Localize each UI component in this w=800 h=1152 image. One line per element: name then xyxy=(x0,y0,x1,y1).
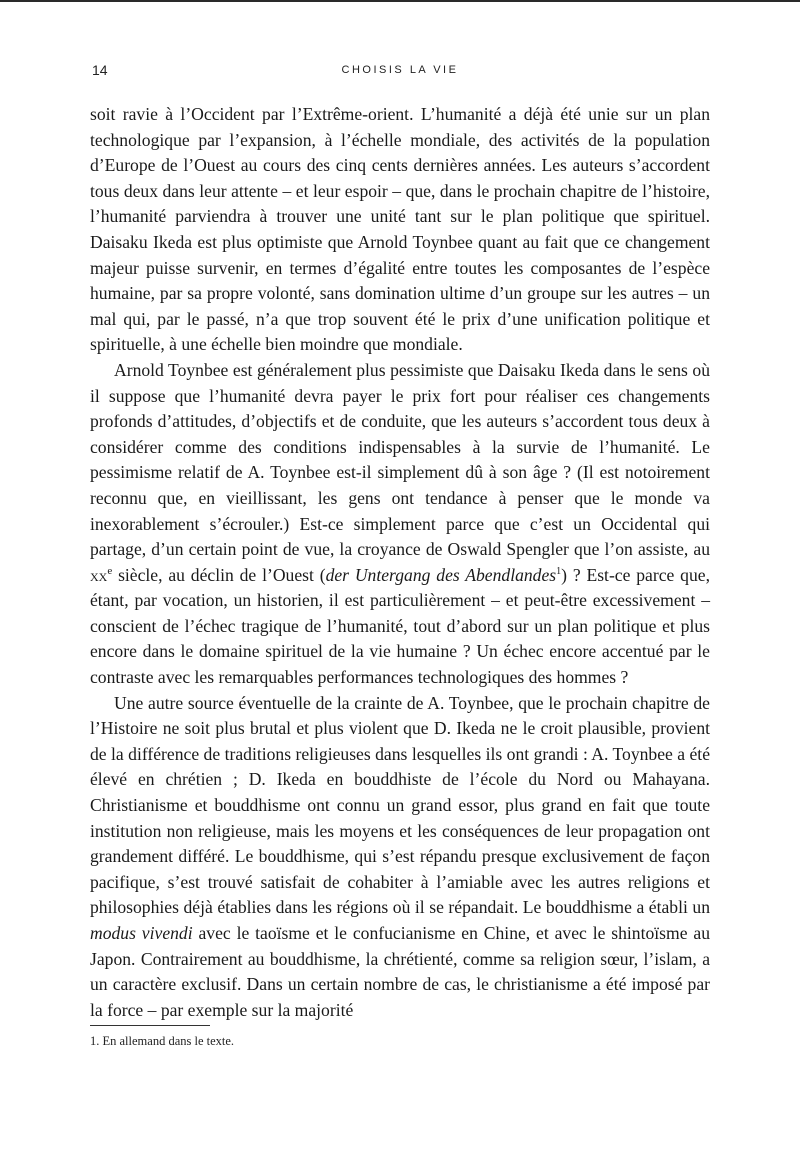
footnote-text: En allemand dans le texte. xyxy=(102,1034,235,1048)
italic-modus-vivendi: modus vivendi xyxy=(90,923,193,943)
paragraph-2-text-a: Arnold Toynbee est généralement plus pessimiste que Daisaku Ikeda dans le sens où il suppose que l’humanité devra payer le prix fort pour réaliser ces changements profonds d’attitudes, d’objectifs et de conduite, que les auteurs s’accordent tous deux à considérer comme des conditions indispensables à la survie de l’humanité. Le pessimisme relatif de A. Toynbee est-il simplement dû à son âge ? (Il est notoirement reconnu que, en vieillissant, les gens ont tendance à penser que le monde va inexorablement s’écrouler.) Est-ce simplement parce que c’est un Occidental qui partage, d’un certain point de vue, la croyance de Oswald Spengler que l’on assiste, au xyxy=(90,359,710,560)
century-superscript: e xyxy=(107,564,113,577)
top-border-rule xyxy=(0,0,800,2)
footnote xyxy=(90,1033,710,1049)
page-header xyxy=(92,62,708,82)
footnote-number: 1. xyxy=(90,1034,100,1048)
paragraph-3-text-b: avec le taoïsme et le confucianisme en Chine, et avec le shintoïsme au Japon. Contrairement au bouddhisme, la chrétienté, comme sa religion sœur, l’islam, a un caractère exclusif. Dans un certain nombre de cas, le christianisme a été imposé par la force – par exemple sur la majorité xyxy=(90,923,710,1020)
century-numeral: xx xyxy=(90,564,108,585)
footnote-reference[interactable]: 1 xyxy=(556,565,562,577)
paragraph-3 xyxy=(90,691,710,1024)
italic-german-title: der Untergang des Abendlandes xyxy=(325,564,557,585)
paragraph-3-text-a: Une autre source éventuelle de la crainte de A. Toynbee, que le prochain chapitre de l’Histoire ne soit plus brutal et plus violent que D. Ikeda ne le croit plausible, provient de la différence de traditions religieuses dans lesquelles ils ont grandi : A. Toynbee a été élevé en chrétien ; D. Ikeda en bouddhiste de l’école du Nord ou Mahayana. Christianisme et bouddhisme ont connu un grand essor, plus grand en fait que toute institution non religieuse, mais les moyens et les conséquences de leur propagation ont grandement différé. Le bouddhisme, qui s’est répandu presque exclusivement de façon pacifique, s’est trouvé satisfait de cohabiter à l’amiable avec les autres religions et philosophies déjà établies dans les régions où il se répandait. Le bouddhisme a établi un xyxy=(90,692,710,918)
paragraph-2-text-b: siècle, au déclin de l’Ouest ( xyxy=(112,564,326,585)
page-number: 14 xyxy=(92,62,108,78)
paragraph-1: soit ravie à l’Occident par l’Extrême-orient. L’humanité a déjà été unie sur un plan technologique par l’expansion, à l’échelle mondiale, des activités de la population d’Europe de l’Ouest au cours des cinq cents dernières années. Les auteurs s’accordent tous deux dans leur attente – et leur espoir – que, dans le prochain chapitre de l’histoire, l’humanité parviendra à trouver une unité tant sur le plan politique que spirituel. Daisaku Ikeda est plus optimiste que Arnold Toynbee quant au fait que ce changement majeur puisse survenir, en termes d’égalité entre toutes les composantes de l’espèce humaine, par sa propre volonté, sans domination ultime d’un groupe sur les autres – un mal qui, par le passé, n’a que trop souvent été le prix d’une unification politique et spirituelle, à une échelle bien moindre que mondiale. xyxy=(90,104,710,355)
footnote-divider xyxy=(90,1025,210,1026)
paragraph-2-text-c: ) ? Est-ce parce que, étant, par vocation, un historien, il est particulièrement – et peut-être excessivement – conscient de l’échec tragique de l’humanité, tout d’abord sur un plan politique et plus encore dans le domaine spirituel de la vie humaine ? Un échec encore accentué par le contraste avec les remarquables performances technologiques des hommes ? xyxy=(90,564,710,688)
paragraph-2 xyxy=(90,358,710,691)
body-text xyxy=(90,102,710,1023)
running-head: CHOISIS LA VIE xyxy=(341,64,459,76)
